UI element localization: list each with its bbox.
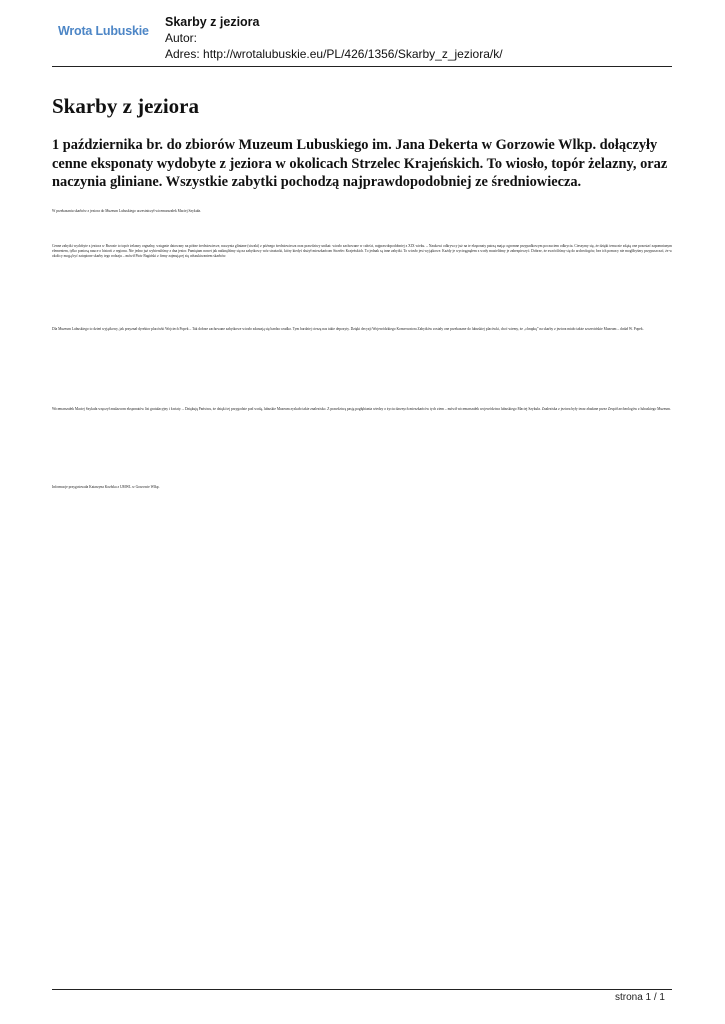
article-paragraph: Wicemarszałek Maciej Szykuła wręczył znalazcom eksponatów list gratulacyjny i kwiaty. – Dziękuję Państwu, że dzięki tej przygodzie pod wodą, lubuskie Muzeum zyskało takie znalezisko. Z prawdziwą pasją pogłębiania wiedzy o życiu dawnych mieszkańców tych ziem – mówił wicemarszałek województwa lubuskiego Maciej Szykuła. Znaleziska z jeziora były teraz zbadane przez Zespół archeologów z lubuskiego Muzeum. [52,407,671,411]
article-lead: 1 października br. do zbiorów Muzeum Lubuskiego im. Jana Dekerta w Gorzowie Wlkp. dołączyły cenne eksponaty wydobyte z jeziora w okolicach Strzelec Krajeńskich. To wiosło, topór żelazny, oraz naczynia gliniane. Wszystkie zabytki pochodzą najprawdopodobniej ze średniowiecza. [52,137,668,190]
wrota-lubuskie-logo: Wrota Lubuskie [58,24,149,38]
footer-divider [52,989,672,990]
article-paragraph: W przekazaniu skarbów z jeziora do Muzeum Lubuskiego uczestniczył wicemarszałek Maciej Szykuła. [52,209,202,213]
header-divider [52,66,672,67]
article-paragraph: Informacje przygotowała Katarzyna Kozłska z UMWL w Gorzowie Wlkp. [52,485,160,489]
article-paragraph: Cenne zabytki wydobyte z jeziora w Brzozie to topór żelazny orgnalny, wstępnie datowany na późne średniowiecze, naczynia gliniane (siwaki) z późnego średniowiecza oraz prawdziwy unikat: wiosło zachowane w całości, najprawdopodobniej z XIX wieku. – Naukowi odkrywcy już na te eksponaty patrzą mając ogromne przypadkowym poczuciem odkrycia. Cieszymy się, że dzięki temu nie zdążą one pozostać zapomnianym elementem, tylko poniosą nauce o historii z regionu. Nie jedno już wybieraliśmy z dna jezior. Pamiętam nawet jak natknęliśmy się na zabytkowy wóz strażacki, który kiedyś służył mieszkańcom Strzelec Krajeńskich. To jednak są inne zabytki. To wiosło jest wyjątkowe. Każdy je wycieągnąłem z wody musieliśmy je zabezpieczyć. Dobrze, że zwróciliśmy się do archeologów, bez ich pomocy nie moglibyśmy przypuszczać, że w okolicy mogą być zatopione skarby tego rodzaju – mówił Piotr Bagiński z firmy zajmującej się odszukiwaniem skarbów. [52,244,672,258]
address-line: Adres: http://wrotalubuskie.eu/PL/426/1356/Skarby_z_jeziora/k/ [165,47,503,61]
document-meta [165,14,503,62]
author-line: Autor: [165,31,198,45]
page-number: strona 1 / 1 [614,992,665,1003]
document-title: Skarby z jeziora [165,15,260,29]
page-header [52,14,672,66]
article-paragraph: Dla Muzeum Lubuskiego to dzień wyjątkowy, jak przyznał dyrektor placówki Wojciech Popek – Tak dobrze zachowane zabytkowe wiosło zdarzają się bardzo rzadko. Tym bardziej cieszą nas takie depozyty. Dzięki decyzji Wojewódzkiego Konserwatora Zabytków zostały one przekazane do lubuskiej placówki, choć wiemy, że „chrapkę” na skarby z jeziora miało także szczecińskie Muzeum – dodał W. Popek. [52,327,644,331]
article-title: Skarby z jeziora [52,94,199,118]
